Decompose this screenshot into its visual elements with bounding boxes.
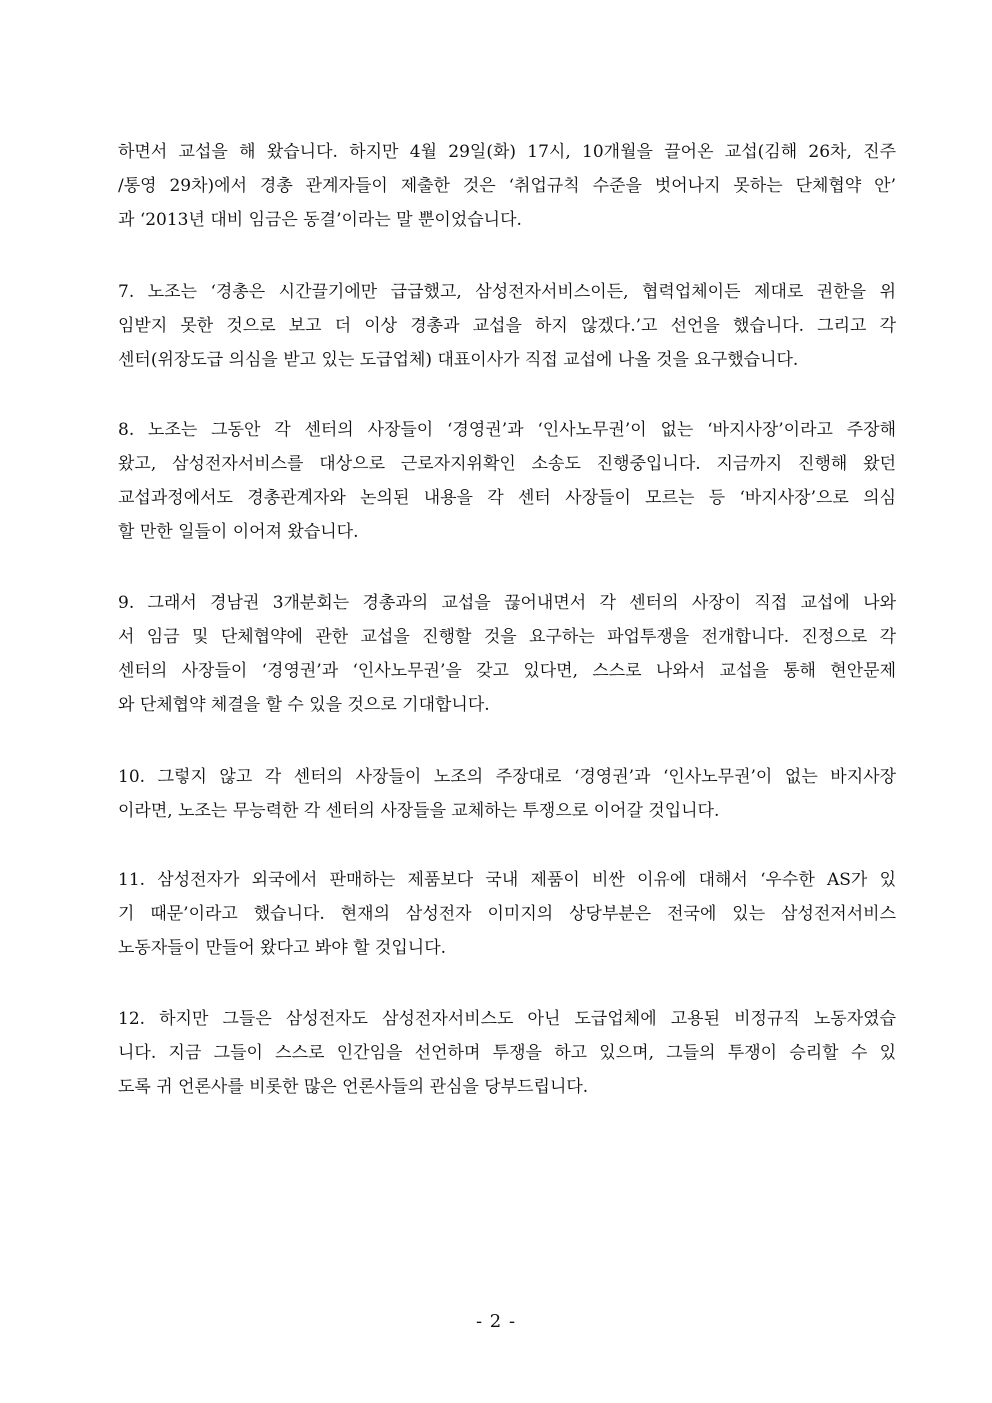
text-line: 도록 귀 언론사를 비롯한 많은 언론사들의 관심을 당부드립니다. — [118, 1077, 589, 1097]
text-line: 9. 그래서 경남권 3개분회는 경총과의 교섭을 끊어내면서 각 센터의 사장이 직접 교섭에 나와 — [118, 593, 896, 613]
text-line: 센터의 사장들이 ‘경영권’과 ‘인사노무권’을 갖고 있다면, 스스로 나와서 교섭을 통해 현안문제 — [118, 661, 896, 681]
text-line: 11. 삼성전자가 외국에서 판매하는 제품보다 국내 제품이 비싼 이유에 대해서 ‘우수한 AS가 있 — [118, 870, 896, 890]
text-line: 이라면, 노조는 무능력한 각 센터의 사장들을 교체하는 투쟁으로 이어갈 것입니다. — [118, 801, 720, 821]
paragraph-intro — [118, 135, 896, 237]
text-line: 니다. 지금 그들이 스스로 인간임을 선언하며 투쟁을 하고 있으며, 그들의 투쟁이 승리할 수 있 — [118, 1043, 896, 1063]
page-number: - 2 - — [475, 1311, 517, 1332]
text-line: /통영 29차)에서 경총 관계자들이 제출한 것은 ‘취업규칙 수준을 벗어나지 못하는 단체협약 안’ — [118, 176, 896, 196]
text-line: 과 ‘2013년 대비 임금은 동결’이라는 말 뿐이었습니다. — [118, 210, 522, 230]
text-line: 노동자들이 만들어 왔다고 봐야 할 것입니다. — [118, 938, 447, 958]
text-line: 센터(위장도급 의심을 받고 있는 도급업체) 대표이사가 직접 교섭에 나올 것을 요구했습니다. — [118, 350, 799, 370]
text-line: 와 단체협약 체결을 할 수 있을 것으로 기대합니다. — [118, 695, 490, 715]
text-line: 8. 노조는 그동안 각 센터의 사장들이 ‘경영권’과 ‘인사노무권’이 없는 ‘바지사장’이라고 주장해 — [118, 420, 896, 440]
text-line: 7. 노조는 ‘경총은 시간끌기에만 급급했고, 삼성전자서비스이든, 협력업체이든 제대로 권한을 위 — [118, 282, 896, 302]
text-line: 기 때문’이라고 했습니다. 현재의 삼성전자 이미지의 상당부분은 전국에 있는 삼성전저서비스 — [118, 904, 896, 924]
text-line: 할 만한 일들이 이어져 왔습니다. — [118, 522, 359, 542]
text-line: 교섭과정에서도 경총관계자와 논의된 내용을 각 센터 사장들이 모르는 등 ‘바지사장’으로 의심 — [118, 488, 896, 508]
paragraph-8 — [118, 413, 896, 549]
text-line: 왔고, 삼성전자서비스를 대상으로 근로자지위확인 소송도 진행중입니다. 지금까지 진행해 왔던 — [118, 454, 896, 474]
paragraph-10 — [118, 760, 896, 828]
text-line: 12. 하지만 그들은 삼성전자도 삼성전자서비스도 아닌 도급업체에 고용된 비정규직 노동자였습 — [118, 1009, 896, 1029]
paragraph-7 — [118, 275, 896, 377]
paragraph-12 — [118, 1002, 896, 1104]
text-line: 하면서 교섭을 해 왔습니다. 하지만 4월 29일(화) 17시, 10개월을 끌어온 교섭(김해 26차, 진주 — [118, 142, 896, 162]
text-line: 서 임금 및 단체협약에 관한 교섭을 진행할 것을 요구하는 파업투쟁을 전개합니다. 진정으로 각 — [118, 627, 896, 647]
text-line: 임받지 못한 것으로 보고 더 이상 경총과 교섭을 하지 않겠다.’고 선언을 했습니다. 그리고 각 — [118, 316, 896, 336]
paragraph-9 — [118, 586, 896, 722]
paragraph-11 — [118, 863, 896, 965]
text-line: 10. 그렇지 않고 각 센터의 사장들이 노조의 주장대로 ‘경영권’과 ‘인사노무권’이 없는 바지사장 — [118, 767, 896, 787]
